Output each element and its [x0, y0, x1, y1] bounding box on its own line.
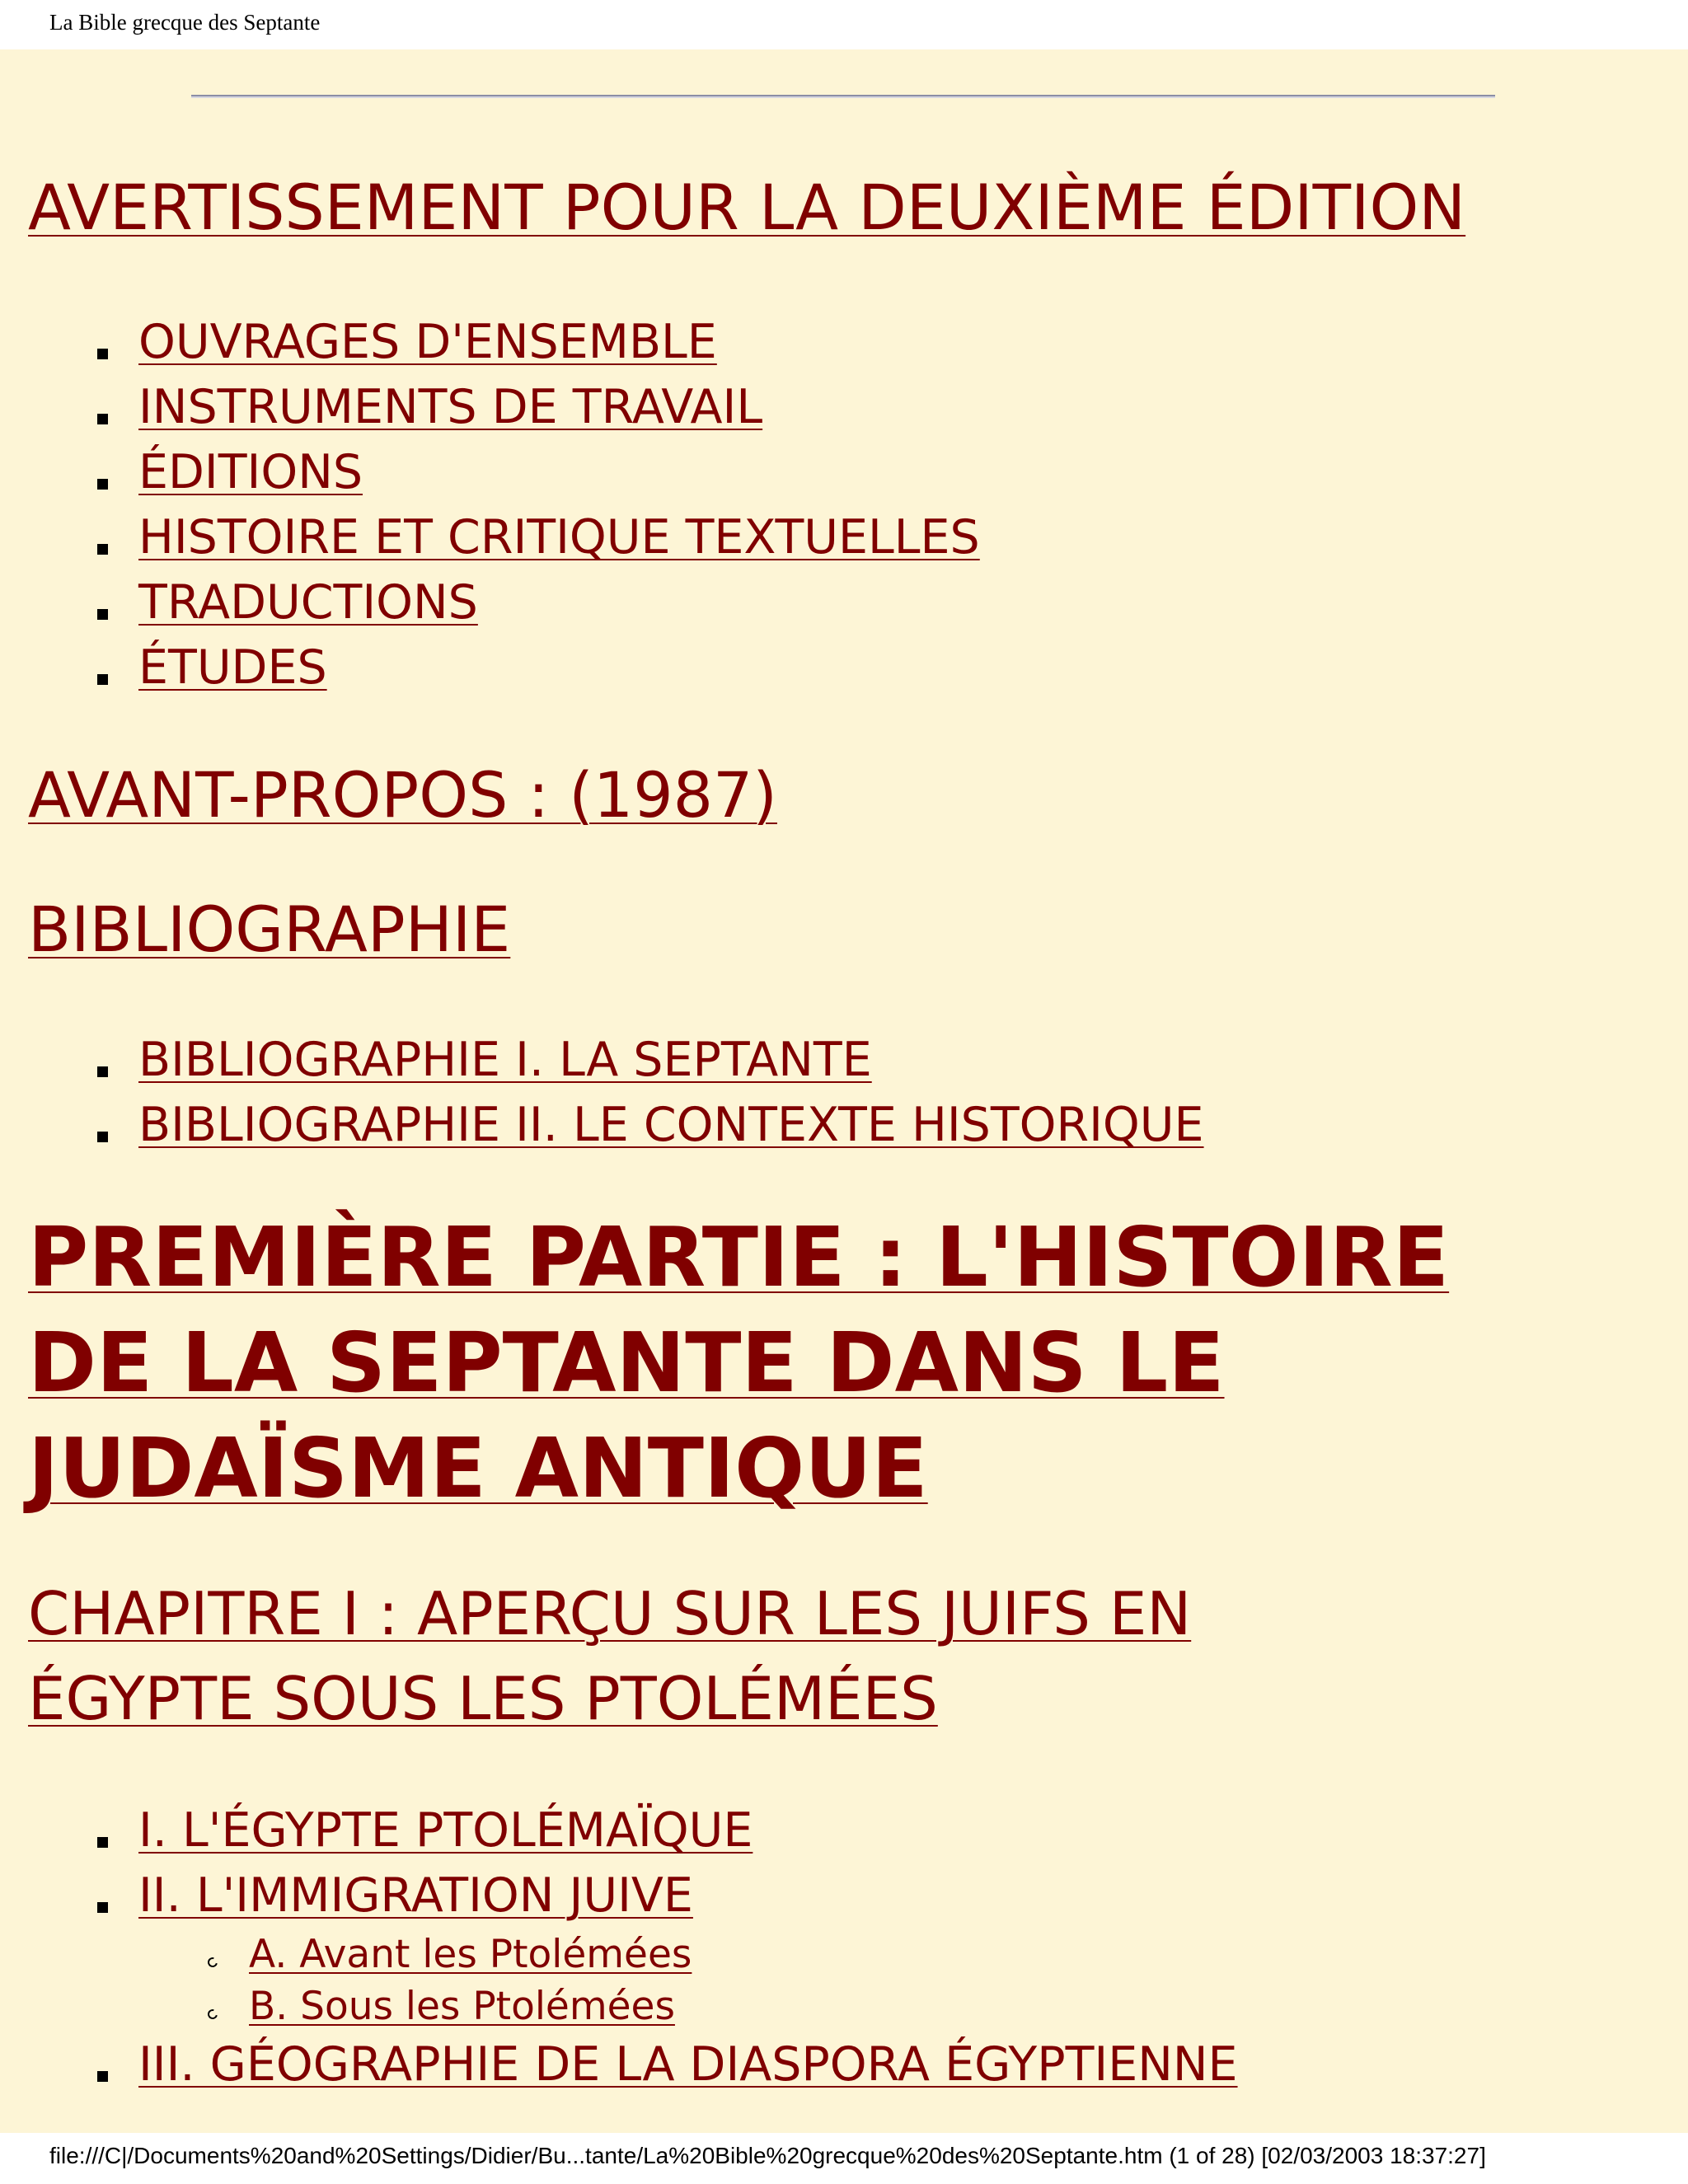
link-histoire-critique[interactable]: HISTOIRE ET CRITIQUE TEXTUELLES: [138, 510, 980, 565]
link-premiere-partie-line-3[interactable]: JUDAÏSME ANTIQUE: [28, 1420, 928, 1516]
link-traductions[interactable]: TRADUCTIONS: [138, 575, 478, 630]
link-chapitre-1-line-1[interactable]: CHAPITRE I : APERÇU SUR LES JUIFS EN: [28, 1579, 1192, 1648]
square-bullet-icon: [97, 2071, 108, 2082]
heading-avant-propos: [28, 754, 777, 837]
link-immigration-juive[interactable]: II. L'IMMIGRATION JUIVE: [138, 1868, 693, 1923]
link-etudes[interactable]: ÉTUDES: [138, 640, 327, 695]
link-editions[interactable]: ÉDITIONS: [138, 445, 363, 499]
link-bibliographie-1[interactable]: BIBLIOGRAPHIE I. LA SEPTANTE: [138, 1033, 872, 1087]
square-bullet-icon: [97, 1837, 108, 1848]
square-bullet-icon: [97, 1066, 108, 1077]
link-geographie-diaspora[interactable]: III. GÉOGRAPHIE DE LA DIASPORA ÉGYPTIENNE: [138, 2037, 1238, 2092]
square-bullet-icon: [97, 479, 108, 490]
square-bullet-icon: [97, 1902, 108, 1913]
link-avertissement[interactable]: AVERTISSEMENT POUR LA DEUXIÈME ÉDITION: [28, 171, 1466, 244]
square-bullet-icon: [97, 1132, 108, 1142]
heading-bibliographie: [28, 888, 510, 971]
print-footer: file:///C|/Documents%20and%20Settings/Didier/Bu...tante/La%20Bible%20grecque%20des%20Septante.htm (1 of 28) [02/03/2003 18:37:27]: [49, 2143, 1486, 2168]
link-premiere-partie-line-1[interactable]: PREMIÈRE PARTIE : L'HISTOIRE: [28, 1209, 1450, 1305]
link-ouvrages[interactable]: OUVRAGES D'ENSEMBLE: [138, 315, 717, 369]
print-header: La Bible grecque des Septante: [49, 10, 321, 35]
link-instruments[interactable]: INSTRUMENTS DE TRAVAIL: [138, 380, 763, 434]
link-avant-propos[interactable]: AVANT-PROPOS : (1987): [28, 758, 777, 832]
link-premiere-partie-line-2[interactable]: DE LA SEPTANTE DANS LE: [28, 1315, 1225, 1411]
square-bullet-icon: [97, 674, 108, 685]
square-bullet-icon: [97, 544, 108, 555]
square-bullet-icon: [97, 414, 108, 424]
heading-avertissement: [28, 166, 1465, 249]
page-content: [0, 49, 1688, 2133]
link-sous-ptolemees[interactable]: B. Sous les Ptolémées: [249, 1984, 675, 2029]
circle-bullet-icon: [206, 1956, 219, 1969]
horizontal-rule: [191, 95, 1495, 98]
link-avant-ptolemees[interactable]: A. Avant les Ptolémées: [249, 1932, 692, 1977]
heading-chapitre-1: [28, 1572, 1191, 1741]
square-bullet-icon: [97, 349, 108, 359]
link-bibliographie[interactable]: BIBLIOGRAPHIE: [28, 893, 511, 966]
square-bullet-icon: [97, 609, 108, 620]
circle-bullet-icon: [206, 2008, 219, 2021]
link-chapitre-1-line-2[interactable]: ÉGYPTE SOUS LES PTOLÉMÉES: [28, 1664, 938, 1733]
link-bibliographie-2[interactable]: BIBLIOGRAPHIE II. LE CONTEXTE HISTORIQUE: [138, 1098, 1204, 1152]
link-egypte-ptolemaique[interactable]: I. L'ÉGYPTE PTOLÉMAÏQUE: [138, 1803, 753, 1858]
heading-premiere-partie: [28, 1205, 1449, 1521]
